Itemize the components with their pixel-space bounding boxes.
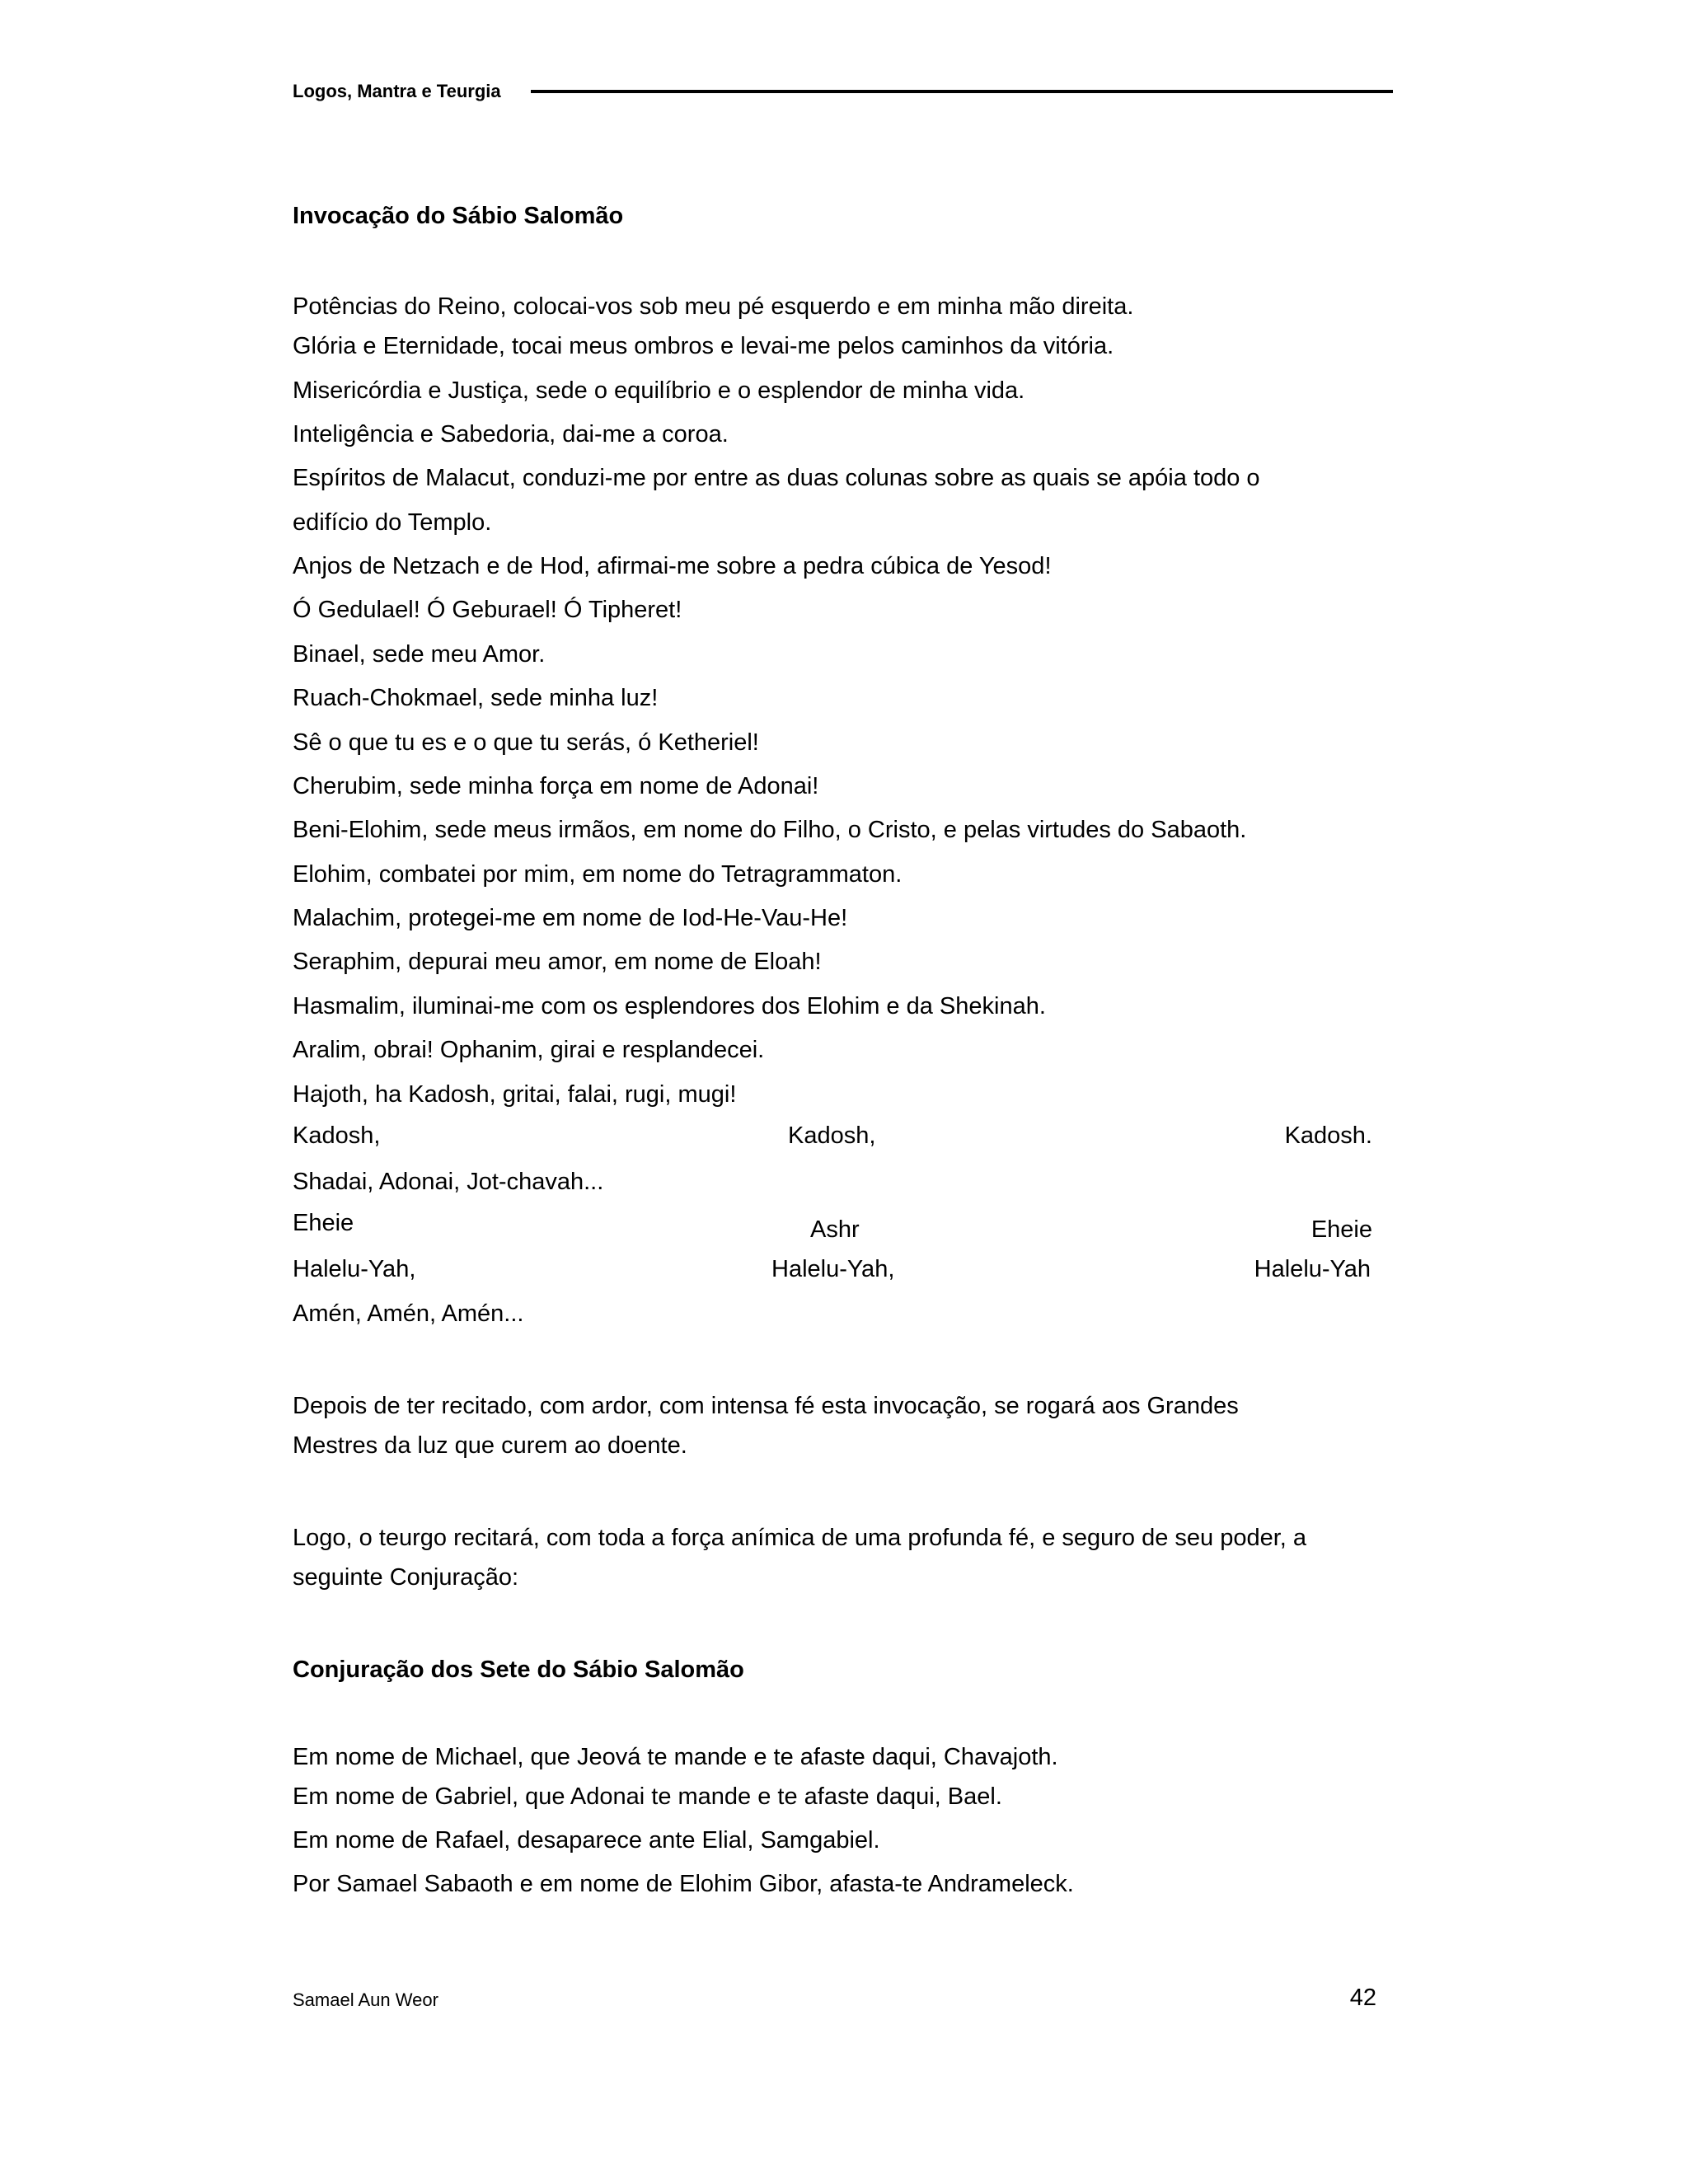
- invocation-line: Hasmalim, iluminai-me com os esplendores dos Elohim e da Shekinah.: [293, 993, 1046, 1019]
- invocation-line: Ruach-Chokmael, sede minha luz!: [293, 685, 659, 711]
- paragraph-line: Depois de ter recitado, com ardor, com intensa fé esta invocação, se rogará aos Grandes: [293, 1393, 1239, 1419]
- halelu-center: Halelu-Yah,: [771, 1256, 895, 1282]
- invocation-line: Ó Gedulael! Ó Geburael! Ó Tipheret!: [293, 597, 682, 623]
- eheie-right: Eheie: [1311, 1216, 1372, 1243]
- halelu-right: Halelu-Yah: [1254, 1256, 1371, 1282]
- paragraph-line: Mestres da luz que curem ao doente.: [293, 1432, 687, 1459]
- invocation-line: Espíritos de Malacut, conduzi-me por entre as duas colunas sobre as quais se apóia todo o: [293, 465, 1260, 491]
- halelu-row: [293, 1256, 1372, 1289]
- invocation-line: Malachim, protegei-me em nome de Iod-He-Vau-He!: [293, 905, 848, 931]
- invocation-line: Beni-Elohim, sede meus irmãos, em nome do Filho, o Cristo, e pelas virtudes do Sabaoth.: [293, 817, 1247, 843]
- header-title: Logos, Mantra e Teurgia: [293, 81, 501, 101]
- conjuration-line: Em nome de Gabriel, que Adonai te mande e te afaste daqui, Bael.: [293, 1783, 1002, 1810]
- eheie-left: Eheie: [293, 1210, 354, 1236]
- invocation-line: Cherubim, sede minha força em nome de Adonai!: [293, 773, 819, 799]
- running-header: [293, 79, 1393, 104]
- header-rule: [531, 90, 1393, 93]
- invocation-line: Elohim, combatei por mim, em nome do Tetragrammaton.: [293, 861, 903, 888]
- halelu-left: Halelu-Yah,: [293, 1256, 416, 1282]
- invocation-line: Sê o que tu es e o que tu serás, ó Ketheriel!: [293, 729, 759, 756]
- footer-author: Samael Aun Weor: [293, 1990, 438, 2010]
- ashr-center: Ashr: [810, 1216, 860, 1243]
- invocation-line: Glória e Eternidade, tocai meus ombros e levai-me pelos caminhos da vitória.: [293, 333, 1114, 359]
- invocation-line: Seraphim, depurai meu amor, em nome de Eloah!: [293, 949, 822, 975]
- paragraph-line: seguinte Conjuração:: [293, 1564, 519, 1591]
- eheie-row: [293, 1210, 1372, 1243]
- page-number: 42: [1349, 1985, 1376, 2011]
- invocation-line: edifício do Templo.: [293, 509, 492, 536]
- invocation-line: Binael, sede meu Amor.: [293, 641, 546, 668]
- shadai-line: Shadai, Adonai, Jot-chavah...: [293, 1169, 604, 1195]
- invocation-line: Inteligência e Sabedoria, dai-me a coroa.: [293, 421, 729, 448]
- conjuration-line: Em nome de Rafael, desaparece ante Elial, Samgabiel.: [293, 1827, 880, 1854]
- invocation-heading: Invocação do Sábio Salomão: [293, 203, 624, 229]
- invocation-line: Potências do Reino, colocai-vos sob meu pé esquerdo e em minha mão direita.: [293, 293, 1134, 320]
- invocation-line: Misericórdia e Justiça, sede o equilíbrio e o esplendor de minha vida.: [293, 377, 1025, 404]
- conjuration-line: Por Samael Sabaoth e em nome de Elohim Gibor, afasta-te Andrameleck.: [293, 1871, 1074, 1897]
- conjuration-line: Em nome de Michael, que Jeová te mande e te afaste daqui, Chavajoth.: [293, 1744, 1058, 1770]
- invocation-line: Hajoth, ha Kadosh, gritai, falai, rugi, mugi!: [293, 1081, 737, 1108]
- kadosh-row: [293, 1122, 1372, 1155]
- invocation-line: Anjos de Netzach e de Hod, afirmai-me sobre a pedra cúbica de Yesod!: [293, 553, 1052, 579]
- kadosh-center: Kadosh,: [788, 1122, 876, 1149]
- kadosh-right: Kadosh.: [1284, 1122, 1372, 1149]
- invocation-line: Aralim, obrai! Ophanim, girai e resplandecei.: [293, 1037, 765, 1063]
- paragraph-line: Logo, o teurgo recitará, com toda a força anímica de uma profunda fé, e seguro de seu poder, a: [293, 1525, 1307, 1551]
- amen-line: Amén, Amén, Amén...: [293, 1301, 524, 1327]
- conjuration-heading: Conjuração dos Sete do Sábio Salomão: [293, 1657, 744, 1683]
- kadosh-left: Kadosh,: [293, 1122, 381, 1149]
